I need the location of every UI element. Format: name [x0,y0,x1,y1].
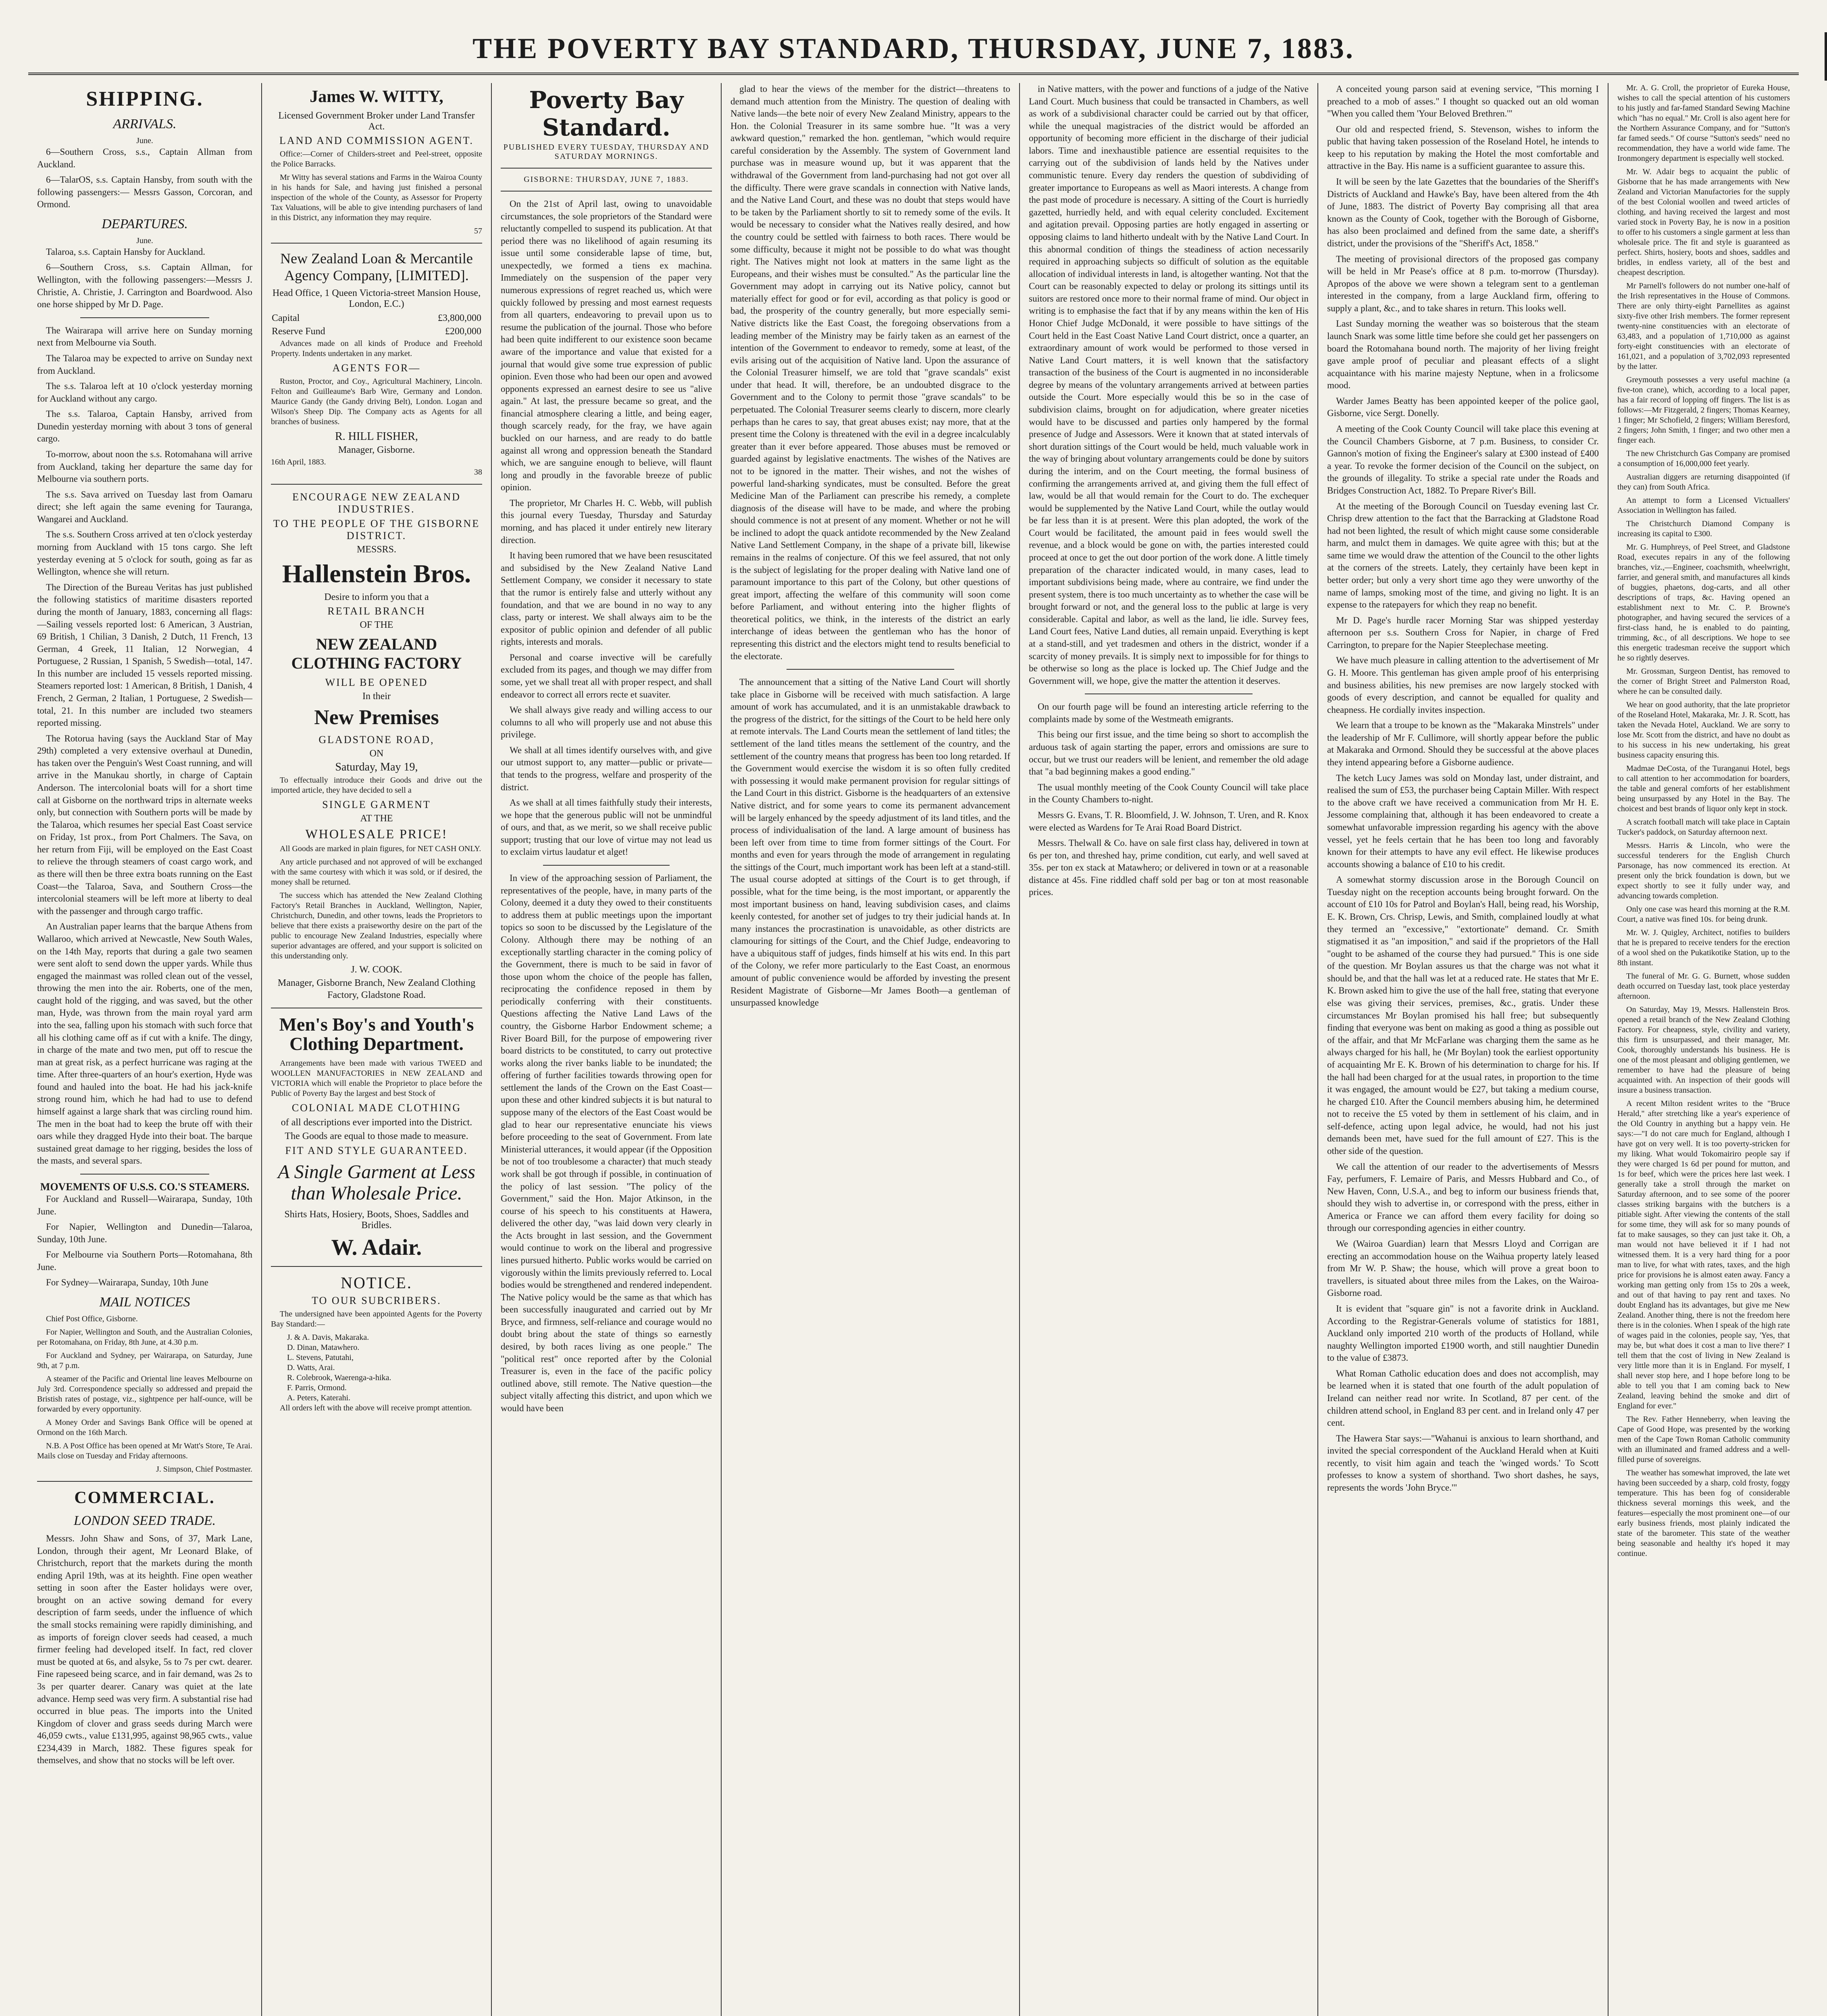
local-item: A conceited young parson said at evening service, "This morning I preached to a mob of asses." I thought so quacked out an old woman "When you called them 'Your Beloved Brethren.'" [1327,84,1599,119]
mail-item: For Auckland and Sydney, per Wairarapa, on Saturday, June 9th, at 7 p.m. [37,1351,252,1370]
local-item: The meeting of provisional directors of the proposed gas company will be held in Mr Pease's office at 8 p.m. to-morrow (Thursday). Apropos of the above we were shown a telegram sent to a gentleman interested in the company, from a large Auckland firm, offering to supply a plant, &c., and to take shares in return. This looks well. [1327,254,1599,313]
local-item: It will be seen by the late Gazettes that the boundaries of the Sheriff's Districts of Auckland and Hawke's Bay, have been altered from the 4th of June, 1883. The district of Poverty Bay comprising all that area known as the County of Cook, together with the Borough of Gisborne, has also been proclaimed and defined from the same date, a sheriff's district, under the provisions of the "Sheriff's Act, 1858." [1327,177,1599,248]
shipping-news-item: The Wairarapa will arrive here on Sunday morning next from Melbourne via South. [37,325,252,348]
ad-ref: 38 [474,468,482,477]
mail-signature: J. Simpson, Chief Postmaster. [156,1464,252,1474]
column-shipping [28,83,262,2016]
shipping-news-item: The s.s. Sava arrived on Tuesday last from Oamaru direct; she left again the same evening for Tauranga, Wangarei and Auckland. [37,489,252,524]
shipping-news-item: An Australian paper learns that the barque Athens from Wallaroo, which arrived at Newcastle, New South Wales, on the 14th May, reports that during a gale two seamen were sent aloft to send down the upper yards. While thus engaged the mainmast was rolled clean out of the vessel, throwing the men into the air. Roberts, one of the men, caught hold of the rigging, and was saved, but the other man, Hyde, was thrown from the main royal yard arm into the sea, falling upon his stomach with such force that all his clothing came off as if cut with a knife. The dingy, in charge of the mate and two men, put off to rescue the man at great risk, as a perfect hurricane was raging at the time. After three-quarters of an hour's exertion, Hyde was found and hauled into the boat. He had his jack-knife strong round him, which he had had to use to defend himself against a large shark that was circling round him. The men in the boat had to keep the brute off with their oars while they dragged Hyde into their boat. The barque sustained great damage to her rigging, besides the loss of the masts, and several spars. [37,921,252,1166]
retail-branch: RETAIL BRANCH [327,605,426,617]
agent-item: F. Parris, Ormond. [287,1383,347,1392]
local-item: Mr. A. G. Croll, the proprietor of Eureka House, wishes to call the special attention of his customers to his justly and far-famed Standard Sewing Machine which "has no equal." Mr. Croll is also agent here for the Northern Assurance Company, and for "Sutton's far famed seeds." Of course "Sutton's seeds" need no recommendation, they have a world wide fame. The Ironmongery department is especially well stocked. [1617,83,1790,163]
local-item: Australian diggers are returning disappointed (if they can) from South Africa. [1617,473,1790,492]
equal-text: The Goods are equal to those made to measure. [285,1131,468,1142]
divider [501,191,712,192]
agents-heading: AGENTS FOR— [332,362,421,374]
witty-text: Mr Witty has several stations and Farms in the Wairoa County in his hands for Sale, and having just finished a personal inspection of the whole of the County, as Assessor for Property Tax Valuations, will be able to give intending purchasers of land in this District, any information they may require. [271,173,482,222]
arrival-item: 6—Southern Cross, s.s., Captain Allman from Auckland. [37,147,252,169]
nzl-office: Head Office, 1 Queen Victoria-street Mansion House, London, E.C.) [272,288,481,309]
advances-text: Advances made on all kinds of Produce and Freehold Property. Indents undertaken in any market. [271,339,482,358]
local-item: Messrs. Harris & Lincoln, who were the successful tenderers for the English Church Parsonage, has now commenced its erection. At present only the brick foundation is down, but we expect shortly to see it fully under way, and advancing towards completion. [1617,841,1790,900]
movement-item: For Napier, Wellington and Dunedin—Talaroa, Sunday, 10th June. [37,1222,252,1244]
agent-item: L. Stevens, Patutahi, [287,1353,354,1362]
shirts-text: Shirts Hats, Hosiery, Boots, Shoes, Saddles and Bridles. [284,1209,469,1231]
local-item: A recent Milton resident writes to the "Bruce Herald," after stretching like a year's experience of the Old Country in anything but a happy vein. He says:—"I do not care much for England, although I have got on very well. It is too poverty-stricken for my liking. What would Tokomairiro people say if they were charged 1s 6d per pound for mutton, and 1s for beef, which were the prices here last week. I generally take a stroll through the market on Saturday afternoon, and to see some of the poorer classes striking bargains with the butchers is a pitiable sight. After viewing the contents of the stall for some time, they will ask for so many pounds of fat to make sausages, so they can just take it. Oh, a man would not have believed it if I had not witnessed them. It is a very hard thing for a poor man to live, for what with rates, taxes, and the high price for provisions he is almost eaten away. Fancy a working man getting only from 15s to 20s a week, and out of that having to pay rent and taxes. No doubt England has its advantages, but give me New Zealand. Another thing, there is not the freedom here there is in the colonies. When I speak of the high rate of wages paid in the colonies, people say, 'Yes, that may be, but what does it cost a man to live there?' I tell them that the cost of living in New Zealand is very little more than it is in England. For myself, I shall never stop here, and I hope before long to be able to tell you that I am coming back to New Zealand, leaving behind the smoke and dirt of England for ever." [1617,1099,1790,1410]
column-land-court [1020,83,1318,2016]
will-be-opened: WILL BE OPENED [325,677,428,689]
nameplate: Poverty Bay Standard. [529,86,684,141]
adair-name: W. Adair. [331,1235,422,1260]
editorial-paragraph: In view of the approaching session of Parliament, the representatives of the people, have, in many parts of the Colony, deemed it a duty they owed to their constituents to address them at public meetings upon the important topics so soon to be discussed by the Legislature of the Colony. Although there may be nothing of an exceptionally startling character in the coming policy of the Government, there is much to be said in favor of those upon whom the choice of the people has fallen, reciprocating the confidence reposed in them by periodically conferring with their constituents. Questions affecting the Native Land Laws of the country, the Gisborne Harbor Endowment scheme; a River Board Bill, for the purpose of empowering river board districts to be constituted, to carry out protective works along the river banks liable to be inundated; the offering of further facilities towards throwing open for settlement the lands of the Crown on the East Coast—upon these and other kindred subjects it is but natural to suppose many of the electors of the East Coast would be glad to hear our representative enunciate his views before proceeding to the seat of Government. From late Ministerial utterances, it would appear (if the Opposition be not of too troublesome a character) that much steady work shall be got through if possible, in continuation of the policy of last session. "The policy of the Government," said the Hon. Major Atkinson, in the course of his speech to his constituents at Hawera, delivered the other day, "was laid down very clearly in the Acts brought in last session, and the Government would continue to work on the liberal and progressive lines pursued hitherto. Public works would be carried on vigorously within the limits previously referred to. Local bodies would be strengthened and rendered independent. The Native policy would be the same as that which has been successfully inaugurated and carried out by Mr Bryce, and firmness, self-reliance and courage would no doubt bring about the state of things so earnestly desired, by both races living as one people." The "political rest" once reported after by the Colonial Treasurer is, even in the face of the pacific policy outlined above, still remote. The Native question—the subject vitally affecting this district, and upon which we would have been [501,873,712,1413]
local-item: Mr. W. J. Quigley, Architect, notifies to builders that he is prepared to receive tenders for the erection of a wool shed on the Pukatikotike Station, up to the 8th instant. [1617,928,1790,967]
local-item: We have much pleasure in calling attention to the advertisement of Mr G. H. Moore. This gentleman has given ample proof of his enterprising and business abilities, his new premises are now largely stocked with goods of every description, and cannot be equalled for quality and cheapness. He cordially invites inspection. [1327,655,1599,715]
at-the: AT THE [360,813,393,824]
colonial-made: COLONIAL MADE CLOTHING [291,1102,462,1114]
witty-name: James W. WITTY, [310,87,443,106]
messrs: MESSRS. [356,544,397,555]
gladstone-road: GLADSTONE ROAD, [318,733,435,746]
divider [37,1481,252,1482]
agent-item: D. Dinan, Matawhero. [287,1343,360,1352]
local-item: The Rev. Father Henneberry, when leaving the Cape of Good Hope, was presented by the working men of the Cape Town Roman Catholic community with an illuminated and framed address and a well-filled purse of sovereigns. [1617,1415,1790,1464]
local-item: The funeral of Mr. G. G. Burnett, whose sudden death occurred on Tuesday last, took place yesterday afternoon. [1617,972,1790,1001]
capital-table [271,311,482,339]
capital-value: £3,800,000 [438,313,481,323]
agent-item: J. & A. Davis, Makaraka. [287,1333,369,1342]
column-local-news [1318,83,1609,2016]
local-item: Greymouth possesses a very useful machine (a five-ton crane), which, according to a local paper, has a fair record of lopping off fingers. The list is as follows:—Mr Fitzgerald, 2 fingers; Thomas Kearney, 1 finger; Mr Schofield, 2 fingers; William Beresford, 2 fingers; John Smith, 1 finger; and two other men a finger each. [1617,375,1790,445]
introduce-text: To effectually introduce their Goods and drive out the imported article, they have decided to sell a [271,775,482,795]
movement-item: For Melbourne via Southern Ports—Rotomahana, 8th June. [37,1250,252,1272]
departures-heading: DEPARTURES. [102,216,188,231]
divider [80,1174,209,1175]
nz-clothing-factory: NEW ZEALAND CLOTHING FACTORY [291,635,462,673]
shipping-news-item: The s.s. Talaroa left at 10 o'clock yesterday morning for Auckland without any cargo. [37,381,252,404]
column-local-news-2 [1609,83,1799,2016]
arrivals-date: June. [136,136,153,145]
shipping-heading: SHIPPING. [86,87,204,110]
encourage-heading: ENCOURAGE NEW ZEALAND INDUSTRIES. [292,491,461,515]
divider [271,484,482,485]
columns [28,83,1799,2016]
mens-clothing-heading: Men's Boy's and Youth's Clothing Department. [279,1014,474,1054]
witty-office: Office:—Corner of Childers-street and Peel-street, opposite the Police Barracks. [271,150,482,169]
divider [501,168,712,169]
to-people: TO THE PEOPLE OF THE GISBORNE DISTRICT. [273,518,480,541]
local-item: A meeting of the Cook County Council will take place this evening at the Council Chambers Gisborne, at 7 p.m. Business, to consider Cr. Gannon's motion of fixing the Engineer's salary at £300 instead of £400 a year. To revoke the former decision of the Council on the subject, on the grounds of illegality. To strike a special rate under the Roads and Bridges Construction Act, 1882. To Prepare River's Bill. [1327,424,1599,496]
arrangements-text: Arrangements have been made with various TWEED and WOOLLEN MANUFACTORIES in NEW ZEALAND and VICTORIA which will enable the Proprietor to place before the Public of Poverty Bay the largest and best Stock of [271,1059,482,1098]
local-item: The ketch Lucy James was sold on Monday last, under distraint, and realised the sum of £53, the purchaser being Captain Miller. With respect to the above craft we have received a communication from Mr H. E. Jessome complaining that, although it has been endeavored to create a somewhat unfavorable impression regarding his agency with the above vessel, yet he feels certain that he has been too long and favorably known for their attempts to have any evil effect. He likewise produces accounts showing a balance of £10 to his credit. [1327,773,1599,869]
movement-item: For Sydney—Wairarapa, Sunday, 10th June [46,1277,208,1288]
subscribers-heading: TO OUR SUBCRIBERS. [312,1294,441,1306]
local-item: An attempt to form a Licensed Victuallers' Association in Wellington has failed. [1617,496,1790,515]
new-premises: New Premises [314,706,439,729]
local-item: The usual monthly meeting of the Cook County Council will take place in the County Chambers to-night. [1029,782,1309,805]
shipping-news-item: The Direction of the Bureau Veritas has just published the following statistics of maritime disasters reported during the month of January, 1883, concerning all flags:—Sailing vessels reported lost: 6 American, 3 Austrian, 69 British, 1 Chilian, 3 Danish, 2 Dutch, 11 French, 13 German, 4 Greek, 11 Italian, 12 Norwegian, 4 Portuguese, 2 Russian, 1 Spanish, 5 Swedish—total, 147. In this number are included 15 vessels reported missing. Steamers reported lost: 1 American, 8 British, 1 Danish, 4 French, 2 German, 2 Italian, 1 Portuguese, 2 Swedish—total, 21. In this number are included two steamers reported missing. [37,582,252,728]
shipping-news-item: The s.s. Talaroa, Captain Hansby, arrived from Dunedin yesterday morning with about 3 tons of general cargo. [37,409,252,444]
local-item: We (Wairoa Guardian) learn that Messrs Lloyd and Corrigan are erecting an accommodation house on the Waihua property lately leased from Mr W. P. Shaw; the house, which will prove a great boon to travellers, is situated about three miles from the Lakes, on the Wairoa-Gisborne road. [1327,1239,1599,1298]
local-item: Warder James Beatty has been appointed keeper of the police gaol, Gisborne, vice Sergt. Donelly. [1327,396,1599,419]
editorial-paragraph: We shall always give ready and willing access to our columns to all who will properly use and not abuse this privilege. [501,705,712,740]
divider [80,317,209,318]
hallenstein-title: Hallenstein Bros. [282,559,471,588]
undersigned-text: The undersigned have been appointed Agents for the Poverty Bay Standard:— [271,1309,482,1329]
of-the: OF THE [360,620,393,631]
editorial-paragraph: glad to hear the views of the member for the district—threatens to demand much attention from the Ministry. The question of dealing with Native lands—the bete noir of every New Zealand Ministry, appears to the Hon. the Colonial Treasurer in its same sombre hue. "It was a very awkward question," remarked the hon. gentleman, "which would require careful consideration by the Assembly. The system of Government land purchase was in measure wound up, but it was apparent that the withdrawal of the Government from land-purchasing had not got over all the difficulty. There were grave scandals in connection with Native lands, and the Native Land Court, and these was no doubt that steps would have to be taken by the Parliament shortly to sit to remedy some of the evils. It would be necessary to consider what the Natives really desired, and how the country could be settled with fairness to both races. There would be some difficulty, because it might not be possible to do what was thought right. The Natives might not look at matters in the same light as the Europeans, and their wishes must be consulted." As the particular line the Government may adopt in carrying out its Native policy, cannot but materially effect for good or for evil, according as that policy is good or bad, the prosperity of the country generally, but more especially semi-Native districts like the East Coast, the foregoing observations from a leading member of the Ministry may be fairly taken as an earnest of the intention of the Government to endeavor to remedy, some at least, of the evils arising out of the acquisition of Native land. Upon the assurance of the Colonial Treasurer himself, we are told that "grave scandals" exist under that head. It will, therefore, be an undoubted disgrace to the Government and to the Colony to permit those "grave scandals" to be perpetuated. The Colonial Treasurer seems clearly to discern, more clearly perhaps than he cares to say, that great abuses exist; nay more, that at the present time the Colony is threatened with the evil in a degree incalculably greater than it ever before appeared. Those abuses must be removed or guarded against by legislative enactments. The wishes of the Natives are not to be ignored in the matter. Their wishes, and not the wishes of powerful land-sharking syndicates, must be consulted. Before the great Medicine Man of the Parliament can prescribe his remedy, a complete diagnosis of the disease will have to be made, and where the probing should commence is not at present of any moment. Whether or not he will be inclined to adopt the quack antidote recommended by the New Zealand Native Land Settlement Company, in the shape of a private bill, likewise remains in the realms of conjecture. Of this we feel assured, that not only is the subject of legislating for the proper dealing with Native land one of paramount importance to this part of the Colony, but other questions of great import, affecting the welfare of this community will soon come before Parliament, and without entering into the higher flights of theoretical politics, we think, in the interests of the district an early interchange of ideas between the gentleman who has the honor of representing this district and the electors might tend to results beneficial to the electorate. [730,84,1010,661]
editorial-paragraph: As we shall at all times faithfully study their interests, we hope that the generous public will not be unmindful of ours, and that, as we merit, so we shall receive public support; trusting that our love of virtue may not lead us to exclaim virtus laudatur et alget! [501,798,712,857]
success-text: The success which has attended the New Zealand Clothing Factory's Retail Branches in Auckland, Wellington, Napier, Christchurch, Dunedin, and other towns, leads the Proprietors to believe that there exists a praiseworthy desire on the part of the public to encourage New Zealand Industries, especially where superior advantages are offered, and your support is solicited on this understanding only. [271,891,482,960]
local-item: At the meeting of the Borough Council on Tuesday evening last Cr. Chrisp drew attention to the fact that the Barracking at Gladstone Road had not been lighted, the result of which might cause some considerable harm, and mulct them in damages. We quite agree with this; but at the same time we would draw the attention of the Council to the other lights at the corners of the streets. Lately, they certainly have been kept in better order; but only a very short time ago they were unworthy of the name of lamps, smoking most of the time, and giving no light. It is an expense to the ratepayers for which they reap no benefit. [1327,501,1599,610]
mail-notices-heading: MAIL NOTICES [99,1294,190,1310]
local-item: Mr. Grossman, Surgeon Dentist, has removed to the corner of Bright Street and Palmerston Road, where he can be consulted daily. [1617,667,1790,696]
departures-date: June. [136,236,153,245]
fisher-date: 16th April, 1883. [271,458,326,467]
fisher-name: R. HILL FISHER, [335,430,418,443]
capital-label: Capital [272,313,300,323]
orders-text: All orders left with the above will receive prompt attention. [280,1403,472,1412]
wholesale-price: WHOLESALE PRICE! [305,826,448,841]
movement-item: For Auckland and Russell—Wairarapa, Sunday, 10th June. [37,1193,252,1216]
nzl-heading: New Zealand Loan & Mercantile Agency Company, [LIMITED]. [280,250,473,283]
witty-agent: LAND AND COMMISSION AGENT. [279,135,474,146]
marked-text: All Goods are marked in plain figures, for NET CASH ONLY. [280,844,481,853]
local-item: Only one case was heard this morning at the R.M. Court, a native was fined 10s. for being drunk. [1617,905,1790,924]
local-item: Mr Parnell's followers do not number one-half of the Irish representatives in the House of Commons. There are only thirty-eight Parnellites as against sixty-five other Irish members. The former represent twenty-nine constituencies with an electorate of 63,483, and a population of 1,710,000 as against forty-eight constituencies with an electorate of 161,021, and a population of 3,702,093 represented by the latter. [1617,281,1790,371]
local-item: A scratch football match will take place in Captain Tucker's paddock, on Saturday afternoon next. [1617,818,1790,837]
opening-date: Saturday, May 19, [335,760,418,773]
local-item: Messrs G. Evans, T. R. Bloomfield, J. W. Johnson, T. Uren, and R. Knox were elected as Wardens for Te Arai Road Board District. [1029,810,1309,833]
agent-item: D. Watts, Arai. [287,1363,335,1372]
mail-item: A Money Order and Savings Bank Office will be opened at Ormond on the 16th March. [37,1418,252,1437]
local-item: This being our first issue, and the time being so short to accomplish the arduous task of again starting the paper, errors and omissions are sure to occur, but we trust our readers will be lenient, and remember the old adage that "a bad beginning makes a good ending." [1029,729,1309,777]
masthead [28,24,1799,75]
divider [787,669,954,670]
seed-trade-heading: LONDON SEED TRADE. [73,1513,216,1528]
departure-item: Talaroa, s.s. Captain Hansby for Auckland. [46,246,206,257]
all-descriptions: of all descriptions ever imported into the District. [281,1117,472,1128]
fisher-title: Manager, Gisborne. [338,445,415,455]
publication-schedule: PUBLISHED EVERY TUESDAY, THURSDAY AND SATURDAY MORNINGS. [503,143,710,161]
editorial-paragraph: in Native matters, with the power and functions of a judge of the Native Land Court. Much business that could be transacted in Chambers, as well as work of a subdivisional character could be carried out by that officer, while the unequal magistracies of the district would be afforded an opportunity of becoming more efficient in the discharge of their judicial labors. Time and inexhaustible patience are essential requisites to the carrying out of the subdivision of lands held by the Natives under communistic tenure. Every day renders the question of subdividing of greater importance to Europeans as well as Maori interests. A change from the past mode of procedure is necessary. A sitting of the Court is hurriedly gazetted, hurriedly held, and with equal celerity concluded. Excitement and agitation prevail. Opposing parties are hotly engaged in asserting or opposing claims to land hitherto undealt with by the Native Land Court. In this abnormal condition of things the steadiness of action necessarily required in approaching subjects so difficult of solution as the equitable allocation of individual interests in land, is altogether wanting. Not that the Court can be reasonably expected to delay or prolong its sittings until its suitors are restored once more to their normal frame of mind. Our object in writing is to emphasise the fact that if by any means within the ken of His Honor Chief Judge McDonald, it were possible to have sittings of the Court held in the East Coast Native Land Court district, once a quarter, an extraordinary amount of work would be performed to those versed in Native Land Court matters, it is well known that the satisfactory transaction of the business of the Court is augmented in no inconsiderable degree by means of the voluntary arrangements arrived at between parties outside the Court. More especially would this be so in the case of subdivision claims, brought on for adjudication, where greater niceties would have to be discussed and parties only hampered by the formal presence of Judge and Assessors. Were it known that at stated intervals of short duration sittings of the Court would be held, much valuable work in the way of bringing about voluntary arrangements could be done by suitors during the interim, and on the Court meeting, the formal business of confirming the arrangements arrived at, and giving them the full effect of law, would be all that would remain for the Court to do. The exchequer would be supplemented by the Native Land Court, while the outlay would be far less than it is at present. Were this plan adopted, the work of the Court would be facilitated, the amount paid in fees would swell the revenue, and a block would be gone on with, the parties interested could proceed at once to get the out door portion of the work done. A little timely preparation of the character indicated would, in many cases, lead to important subdivisions being made, where au contraire, we find under the present system, there is too much uncertainty as to whether the case will be brought forward or not, and the general loss to the public at large is very considerable. Capital and labor, as well as the land, lie idle. Survey fees, Land Court fees, Native Land duties, all remain unpaid. Everything is kept at a stand-still, and yet tradesmen and others in the district, wonder if a scarcity of money prevails. It is simply next to impossible for for things to be otherwise so long as the place is locked up. The Chief Judge and the Government will, we hope, give the matter the attention it deserves. [1029,84,1309,686]
local-item: Madmae DeCosta, of the Turanganui Hotel, begs to call attention to her accommodation for boarders, the table and general comforts of her establishment being unsurpassed by any Hotel in the Bay. The choicest and best brands of liquor only kept in stock. [1617,764,1790,813]
single-garment: SINGLE GARMENT [322,798,431,810]
local-item: Messrs. Thelwall & Co. have on sale first class hay, delivered in town at 6s per ton, and threshed hay, prime condition, cut early, and well saved at 35s. per ton ex stack at Matawhero; or delivered in town or at a reasonable distance at 45s. Fine riddled chaff sold per bag or ton at most reasonable prices. [1029,838,1309,898]
commercial-heading: COMMERCIAL. [74,1488,215,1507]
mail-item: N.B. A Post Office has been opened at Mr Watt's Store, Te Arai. Mails close on Tuesday and Friday afternoons. [37,1441,252,1460]
fit-style: FIT AND STYLE GUARANTEED. [285,1145,468,1157]
shipping-news-item: The s.s. Southern Cross arrived at ten o'clock yesterday morning from Auckland with 15 tons cargo. She left yesterday evening at 5 o'clock for south, going as far as Wellington, whence she will return. [37,529,252,577]
agent-item: R. Colebrook, Waerenga-a-hika. [287,1373,391,1382]
local-item: On our fourth page will be found an interesting article referring to the complaints made by some of the Westmeath emigrants. [1029,702,1309,724]
local-item: The weather has somewhat improved, the late wet having been succeeded by a sharp, cold frosty, foggy temperature. This has been fog of considerable thickness several mornings this week, and the features—especially the most prominent one—of our early business friends, most plainly indicated the state of the barometer. This state of the weather being seasonable and healthy it's hoped it may continue. [1617,1468,1790,1558]
local-item: The new Christchurch Gas Company are promised a consumption of 16,000,000 feet yearly. [1617,449,1790,468]
local-item: It is evident that "square gin" is not a favorite drink in Auckland. According to the Registrar-Generals volume of statistics for 1881, Auckland only imported 210 worth of the products of Holland, while naughty Wellington imported £1900 worth, and still naughtier Dunedin to the value of £3873. [1327,1303,1599,1363]
witty-license: Licensed Government Broker under Land Transfer Act. [278,110,475,132]
mail-item: For Napier, Wellington and South, and the Australian Colonies, per Rotomahana, on Friday, 8th June, at 4.30 p.m. [37,1327,252,1347]
in-their: In their [362,691,391,702]
page-edge-mark [1825,32,1827,81]
exchange-text: Any article purchased and not approved of will be exchanged with the same courtesy with which it was sold, or if desired, the money shall be returned. [271,857,482,887]
seed-trade-article: Messrs. John Shaw and Sons, of 37, Mark Lane, London, through their agent, Mr Leonard Blake, of Christchurch, report that the markets during the month ending April 19th, was at its heighth. Fine open weather setting in soon after the Easter holidays were over, brought on an active sowing demand for every description of farm seeds, under the influence of which the small stocks remaining were rapidly diminishing, and as imports of foreign clover seeds had ceased, a much firmer feeling had developed itself. In fact, red clover must be quoted at 6s, and alsyke, 5s to 7s per cwt. dearer. Fine rapeseed being scarce, and in fair demand, was 2s to 3s per quarter dearer. Canary was quiet at the late advance. Hemp seed was very firm. A substantial rise had occurred in blue peas. The imports into the United Kingdom of clover and grass seeds during March were 46,059 cwts., value £131,995, against 98,965 cwts., value £234,439 in March, 1882. These figures speak for themselves, and show that no stocks will be left over. [37,1533,252,1766]
local-item: We call the attention of our reader to the advertisements of Messrs Fay, perfumers, F. Lemaire of Paris, and Messrs Hubbard and Co., of New Haven, Conn, U.S.A., and beg to inform our business friends that, should they wish to advertise in, or correspond with the press, either in America or France we can afford them every facility for doing so through our corresponding agencies in either country. [1327,1161,1599,1233]
local-item: Our old and respected friend, S. Stevenson, wishes to inform the public that having taken possession of the Roseland Hotel, he intends to keep to his reputation by making the Hotel the most comfortable and attractive in the Bay. His name is a sufficient guarantee to assure this. [1327,124,1599,171]
divider [271,243,482,244]
local-item: The Christchurch Diamond Company is increasing its capital to £300. [1617,519,1790,538]
dateline: GISBORNE: THURSDAY, JUNE 7, 1883. [524,175,689,184]
editorial-paragraph: The announcement that a sitting of the Native Land Court will shortly take place in Gisborne will be received with much satisfaction. A large amount of work has accumulated, and it is an unmistakable drawback to the progress of the district, for the sittings of the Court to be held here only at remote intervals. The Land Courts mean the settlement of land titles; the settlement of the land titles means the settlement of the country, and the settlement of the country means that progress has been too long retarded. If the Government would exercise the wisdom it is so often fully credited with possessing it would make permanent provision for regular sittings of the Land Court in this district. Gisborne is the headquarters of an extensive Native district, and for some years to come its permanent advancement will be largely enhanced by the speedy adjustment of its land titles, and the process of individualisation of the land. A large amount of business has been left over from time to time from former sittings of the Court. For months and even for years through the mode of arrangement in regulating the sittings of the Court, much important work has been left at a stand-still. The usual course adopted at sittings of the Court is to get through, if possible, what for the time being, is the most important, or apparently the most important business on hand, leaving subdivision cases, and claims keenly contested, for another set of judges to try their judicial hands at. In many instances the procrastination is unavoidable, as other districts are clamouring for sittings of the Court, and the Chief Judge, endeavoring to have a ubiquitous staff of judges, finds himself at his wits end. In this part of the Colony, we refer more particularly to the East Coast, an enormous amount of public convenience would be afforded by investing the present Resident Magistrate of Gisborne—Mr James Booth—a gentleman of unsurpassed knowledge [730,677,1010,1008]
cook-name: J. W. COOK. [351,964,402,975]
local-item: Mr D. Page's hurdle racer Morning Star was shipped yesterday afternoon per s.s. Southern Cross for Napier, in charge of Fred Carrington, to prepare for the Napier Steeplechase meeting. [1327,615,1599,650]
desire-text: Desire to inform you that a [324,592,429,603]
reserve-value: £200,000 [445,326,481,337]
local-item: Mr. W. Adair begs to acquaint the public of Gisborne that he has made arrangements with New Zealand and Victorian Manufactories for the supply of the best Colonial woollen and tweed articles of clothing, and having received the largest and most varied stock in Poverty Bay, he is now in a position to offer to his customers a single garment at less than wholesale price. The fit and style is guaranteed as perfect. Shirts, hosiery, boots and shoes, saddles and bridles, in endless variety, all of the best and cheapest description. [1617,167,1790,277]
departure-item: 6—Southern Cross, s.s. Captain Allman, for Wellington, with the following passengers:—Messrs J. Christie, A. Christie, J. Carrington and Boardwood. Also one horse shipped by Mr D. Page. [37,262,252,310]
local-item: We learn that a troupe to be known as the "Makaraka Minstrels" under the leadership of Mr F. Cullimore, will shortly appear before the public at Makaraka and Ormond. Should they be successful at the above places they intend appearing before a Gisborne audience. [1327,720,1599,768]
notice-heading: NOTICE. [341,1273,412,1292]
local-item: Mr. G. Humphreys, of Peel Street, and Gladstone Road, executes repairs in any of the following branches, viz.,—Engineer, coachsmith, wheelwright, farrier, and general smith, and manufactures all kinds of buggies, phaetons, dog-carts, and all other descriptions of traps, &c. Having opened an establishment next to Mr. C. P. Browne's photographer, and having secured the services of a first-class hand, he is enabled to do painting, trimming, &c., of all descriptions. We hope to see this energetic tradesman receive the support which he so rightly deserves. [1617,543,1790,662]
shipping-news-item: The Rotorua having (says the Auckland Star of May 29th) completed a very extensive overhaul at Dunedin, has taken over the Penguin's West Coast running, and will arrive in the Manukau shortly, in charge of Captain Anderson. The intercolonial boats will for a short time call at Gisborne on the northward trips in alternate weeks only, but connection with Southern ports will be made by the Talaroa, which resumes her special East Coast service on Friday, 1st prox., from Port Chalmers. The Sava, on her return from Fiji, will be employed on the East Coast to relieve the through steamers of coast cargo work, and as there will then be three extra boats running on the East Coast—the Talaroa, Sava, and Southern Cross—the intercolonial steamers will be left more at liberty to deal with the passenger and through cargo traffic. [37,733,252,916]
reserve-label: Reserve Fund [272,326,325,337]
shipping-news-item: To-morrow, about noon the s.s. Rotomahana will arrive from Auckland, taking her departure the same day for Melbourne via southern ports. [37,449,252,484]
arrivals-heading: ARRIVALS. [113,117,177,131]
divider [271,1266,482,1267]
local-item: We hear on good authority, that the late proprietor of the Roseland Hotel, Makaraka, Mr. J. R. Scott, has taken the Nevada Hotel, Auckland. We are sorry to lose Mr. Scott from the district, and have no doubt as to his success in his new undertaking, his great business capacity ensuring this. [1617,700,1790,760]
local-item: The Hawera Star says:—"Wahanui is anxious to learn shorthand, and invited the special correspondent of the Auckland Herald when at Kuiti recently, to visit him again and teach the 'winged words.' To Scott professes to know a system of shorthand. Two short dashes, he says, represents the words 'John Bryce.'" [1327,1433,1599,1493]
local-item: On Saturday, May 19, Messrs. Hallenstein Bros. opened a retail branch of the New Zealand Clothing Factory. For cheapness, style, civility and variety, this firm is unsurpassed, and their manager, Mr. Cook, thoroughly understands his business. He is one of the most pleasant and obliging gentlemen, we remember to have had the pleasure of being acquainted with. An inspection of their goods will insure a business transaction. [1617,1005,1790,1095]
local-item: Last Sunday morning the weather was so boisterous that the steam launch Snark was some little time before she could get her passengers on board the Rotomahana bound north. The majority of her living freight gave ample proof of peculiar and pleasant effects of a slight acquaintance with his marine majesty Neptune, when in a frolicsome mood. [1327,319,1599,391]
local-item: A somewhat stormy discussion arose in the Borough Council on Tuesday night on the reception accounts being brought forward. On the account of £10 10s for Patrol and Boylan's Hall, being read, his Worship, E. K. Brown, Crs. Chrisp, Lewis, and Smith, complained loudly at what they termed an "excessive," "extortionate" demand. Cr. Smith stigmatised it as "an imposition," and said if the proprietors of the Hall "ought to be ashamed of the course they had pursued." This is one side of the question. Mr Boylan assures us that the charge was not what it should be, and that the hall was let at a reduced rate. He states that Mr E. K. Brown asked him to give the use of the hall free, stating that everyone else was giving their services, premises, &c., gratis. Under these circumstances Mr Boylan promised his hall free; but subsequently finding that everyone was bent on making as good a thing as possible out of the affair, and that Mr McFarlane was charging them the same as he always charged for his hall, he (Mr Boylan) took the earliest opportunity of acquainting Mr E. K. Brown of his determination to charge for his. If the hall had been charged for at the usual rates, in proportion to the time it was engaged, the amount would be £27, but taking a medium course, he charged £10. After the Council members abusing him, he determined not to receive the £5 voted by them in settlement of his claim, and in self-defence, acting upon legal advice, he would, had not his just demands been met, have sued for the full amount of £27. This is the other side of the question. [1327,875,1599,1156]
ad-ref: 57 [474,227,482,235]
masthead-title: THE POVERTY BAY STANDARD, THURSDAY, JUNE 7, 1883. [472,32,1355,65]
divider [543,865,670,866]
mail-item: Chief Post Office, Gisborne. [46,1314,138,1323]
local-item: What Roman Catholic education does and does not accomplish, may be learned when it is stated that one fourth of the adult population of Ireland can neither read nor write. In Scotland, 87 per cent. of the children attend school, in England 83 per cent. and in Ireland only 47 per cent. [1327,1368,1599,1428]
agent-item: A. Peters, Katerahi. [287,1393,351,1402]
arrival-item: 6—TalarOS, s.s. Captain Hansby, from south with the following passengers:— Messrs Gasson, Corcoran, and Ormond. [37,175,252,210]
editorial-paragraph: On the 21st of April last, owing to unavoidable circumstances, the sole proprietors of the Standard were reluctantly compelled to suspend its publication. At that period there was no likelihood of again resuming its issue until some considerable lapse of time, but, unexpectedly, we formed a tiens ex machina. Immediately on the suspension of the paper very numerous expressions of regret reached us, which were quickly followed by pressing and most earnest requests from all quarters, endeavoring to prevail upon us to resume the publication of the journal. Those who before had been quite indifferent to our existence soon became aware of the importance and value that existed for a journal that would give some true expression of public opinion. Even those who had been our open and avowed opponents expressed an earnest desire to see us "alive again." At last, the pressure became so great, and the financial atmosphere clearing a little, and being eager, though scarcely ready, for the fray, we have again buckled on our harness, and are ready to do battle against all wrong and oppression beneath the Standard which, we are sanguine enough to believe, will flaunt long and proudly in the favorable breeze of public opinion. [501,199,712,493]
editorial-paragraph: The proprietor, Mr Charles H. C. Webb, will publish this journal every Tuesday, Thursday and Saturday morning, and has placed it under entirely new literary direction. [501,498,712,545]
cook-title: Manager, Gisborne Branch, New Zealand Clothing Factory, Gladstone Road. [277,977,476,1000]
mail-item: A steamer of the Pacific and Oriental line leaves Melbourne on July 3rd. Correspondence specially so addressed and prepaid the Bristish rates of postage, viz., sightpence per half-ounce, will be forwarded by every opportunity. [37,1374,252,1414]
column-advertisements [262,83,492,2016]
shipping-news-item: The Talaroa may be expected to arrive on Sunday next from Auckland. [37,353,252,376]
editorial-paragraph: It having been rumored that we have been resuscitated and subsidised by the New Zealand Native Land Settlement Company, we consider it necessary to state that the rumor is entirely false and utterly without any foundation, and that we are bound in no way to any class, party or interest. We shall always aim to be the expositor of public opinion and defender of all public rights, interests and morals. [501,550,712,647]
column-editorial-continued [722,83,1020,2016]
movements-heading: MOVEMENTS OF U.S.S. CO.'S STEAMERS. [40,1181,250,1193]
on: ON [369,748,384,759]
column-editorial [492,83,722,2016]
editorial-paragraph: Personal and coarse invective will be carefully excluded from its pages, and though we may differ from some, yet we shall treat all with proper respect, and shall endeavor to correct all errors recte et suaviter. [501,652,712,700]
editorial-paragraph: We shall at all times identify ourselves with, and give our utmost support to, any matter—public or private—that tends to the progress, welfare and prosperity of the district. [501,745,712,792]
single-garment-slogan: A Single Garment at Less than Wholesale Price. [278,1161,475,1204]
agents-text: Ruston, Proctor, and Coy., Agricultural Machinery, Lincoln. Felton and Guilleaume's Barb Wire, Germany and London. Maurice Gandy (the Gandy driving Belt), London. Logan and Wilson's Sheep Dip. The Company acts as Agents for all branches of business. [271,377,482,426]
